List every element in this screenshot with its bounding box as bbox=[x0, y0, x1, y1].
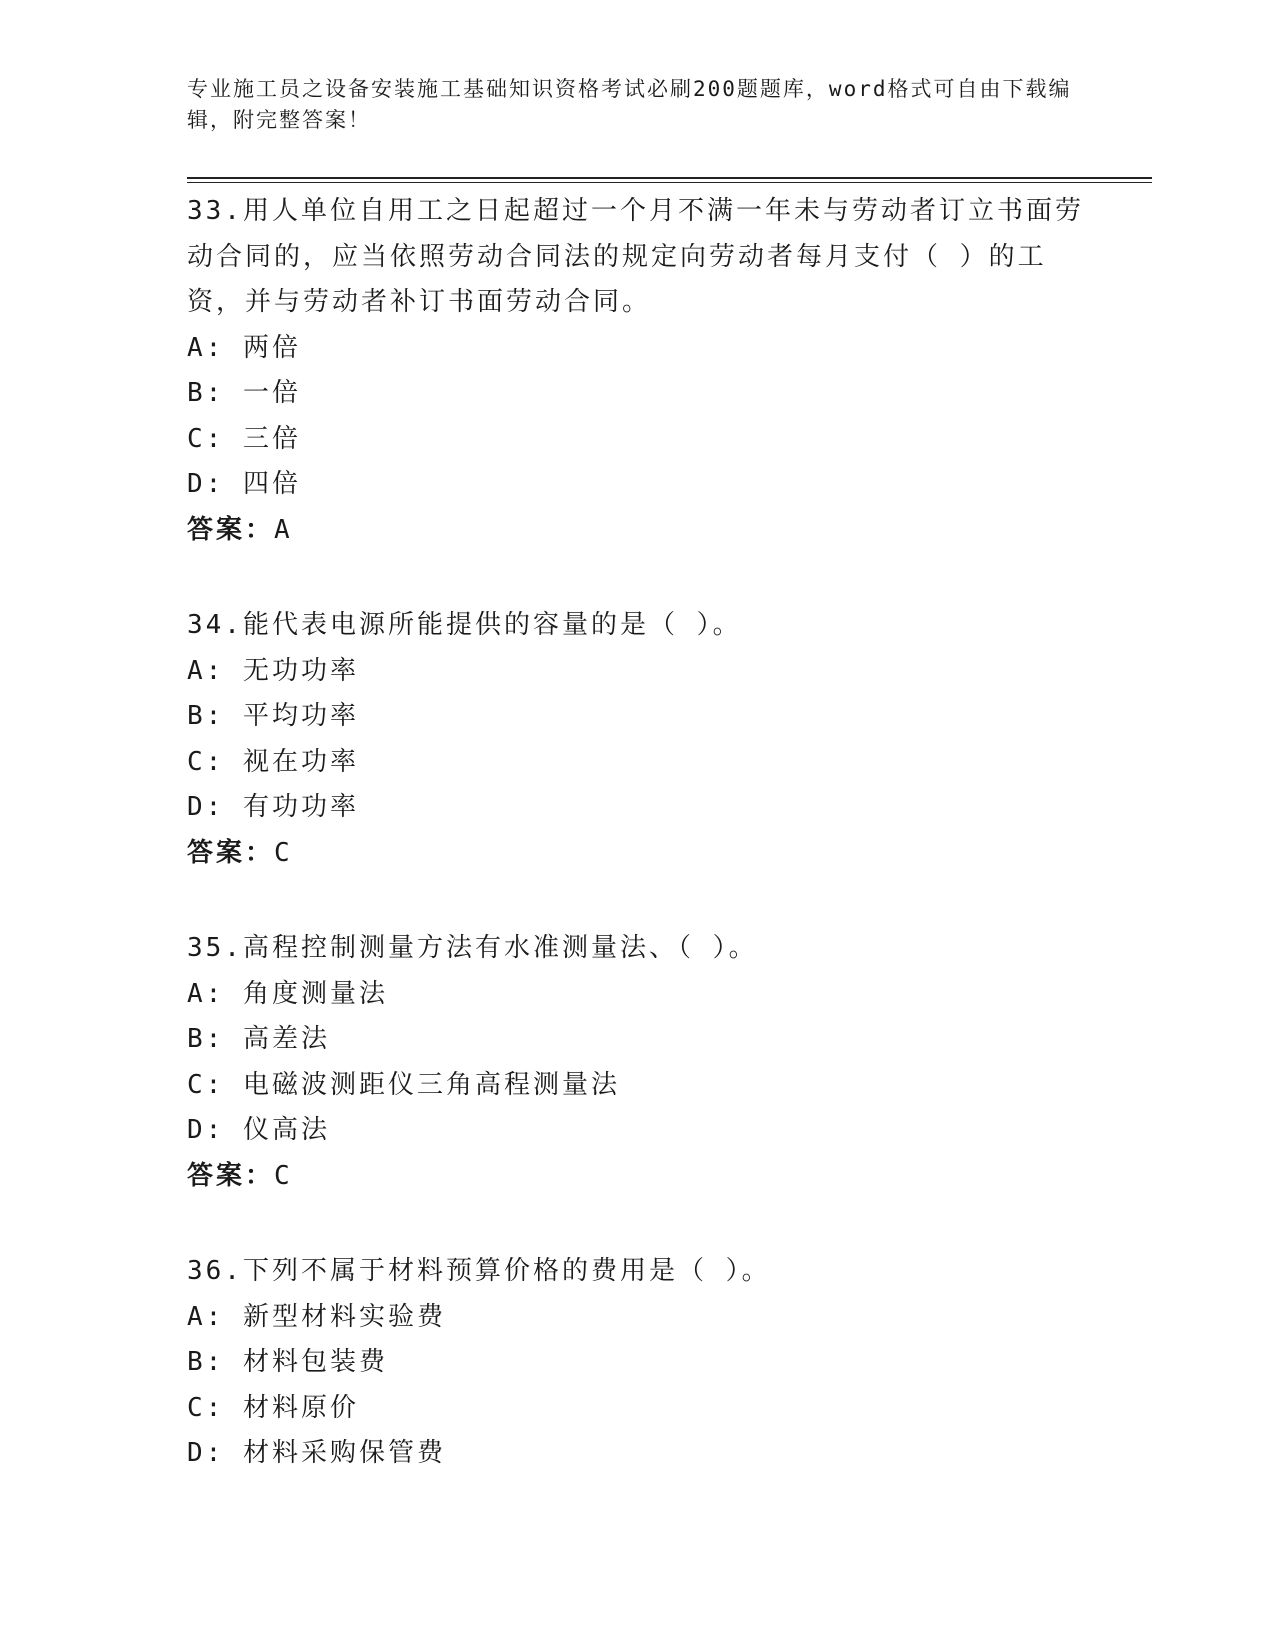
option-a bbox=[187, 1295, 1087, 1341]
question-stem: 34.能代表电源所能提供的容量的是（ ）。 bbox=[187, 610, 742, 640]
option-letter: B: bbox=[187, 1024, 225, 1054]
option-d bbox=[187, 785, 1087, 831]
option-letter: C: bbox=[187, 423, 225, 454]
option-text: 新型材料实验费 bbox=[242, 1301, 446, 1332]
option-text: 高差法 bbox=[242, 1024, 330, 1054]
option-b bbox=[187, 1017, 1087, 1063]
option-letter: C: bbox=[187, 1069, 225, 1100]
question-stem: 35.高程控制测量方法有水准测量法、（ ）。 bbox=[187, 933, 758, 963]
option-d bbox=[187, 1108, 1087, 1154]
option-letter: A: bbox=[187, 1301, 225, 1332]
option-text: 一倍 bbox=[242, 378, 301, 408]
answer-line bbox=[187, 1154, 1087, 1200]
option-text: 材料原价 bbox=[242, 1392, 359, 1423]
document-header: 专业施工员之设备安装施工基础知识资格考试必刷200题题库，word格式可自由下载编辑，附完整答案！ bbox=[187, 77, 1072, 132]
question-list bbox=[187, 189, 1087, 1527]
option-letter: C: bbox=[187, 1392, 225, 1423]
answer-line bbox=[187, 508, 1087, 554]
answer-label: 答案： bbox=[187, 837, 275, 868]
option-a bbox=[187, 326, 1087, 372]
header-divider-thick bbox=[187, 177, 1152, 179]
option-letter: B: bbox=[187, 701, 225, 731]
question-stem: 36.下列不属于材料预算价格的费用是（ ）。 bbox=[187, 1256, 771, 1286]
option-a bbox=[187, 972, 1087, 1018]
option-letter: A: bbox=[187, 978, 225, 1009]
answer-value: C bbox=[274, 837, 293, 868]
option-letter: D: bbox=[187, 1115, 225, 1145]
option-c bbox=[187, 417, 1087, 463]
option-d bbox=[187, 1431, 1087, 1477]
option-text: 平均功率 bbox=[242, 701, 359, 731]
option-letter: B: bbox=[187, 378, 225, 408]
option-letter: A: bbox=[187, 332, 225, 363]
option-d bbox=[187, 462, 1087, 508]
question-36 bbox=[187, 1249, 1087, 1477]
option-text: 角度测量法 bbox=[242, 978, 388, 1009]
question-34 bbox=[187, 603, 1087, 876]
answer-label: 答案： bbox=[187, 1160, 275, 1191]
option-text: 材料采购保管费 bbox=[242, 1438, 446, 1468]
header-divider-thin bbox=[187, 182, 1152, 183]
option-text: 电磁波测距仪三角高程测量法 bbox=[242, 1069, 620, 1100]
option-b bbox=[187, 371, 1087, 417]
option-text: 无功功率 bbox=[242, 655, 359, 686]
option-letter: C: bbox=[187, 746, 225, 777]
option-text: 三倍 bbox=[242, 423, 301, 454]
option-text: 视在功率 bbox=[242, 746, 359, 777]
option-text: 四倍 bbox=[242, 469, 301, 499]
option-letter: D: bbox=[187, 1438, 225, 1468]
answer-value: A bbox=[274, 514, 293, 545]
option-letter: B: bbox=[187, 1347, 225, 1377]
question-35 bbox=[187, 926, 1087, 1199]
option-text: 有功功率 bbox=[242, 792, 359, 822]
answer-value: C bbox=[274, 1160, 293, 1191]
option-letter: D: bbox=[187, 792, 225, 822]
option-b bbox=[187, 1340, 1087, 1386]
answer-label: 答案： bbox=[187, 514, 275, 545]
option-letter: A: bbox=[187, 655, 225, 686]
option-c bbox=[187, 1063, 1087, 1109]
option-letter: D: bbox=[187, 469, 225, 499]
option-text: 材料包装费 bbox=[242, 1347, 388, 1377]
question-33 bbox=[187, 189, 1087, 553]
option-c bbox=[187, 1386, 1087, 1432]
option-text: 两倍 bbox=[242, 332, 301, 363]
option-c bbox=[187, 740, 1087, 786]
option-text: 仪高法 bbox=[242, 1115, 330, 1145]
answer-line bbox=[187, 831, 1087, 877]
option-b bbox=[187, 694, 1087, 740]
option-a bbox=[187, 649, 1087, 695]
question-stem: 33.用人单位自用工之日起超过一个月不满一年未与劳动者订立书面劳动合同的，应当依照劳动合同法的规定向劳动者每月支付（ ）的工资，并与劳动者补订书面劳动合同。 bbox=[187, 196, 1084, 317]
